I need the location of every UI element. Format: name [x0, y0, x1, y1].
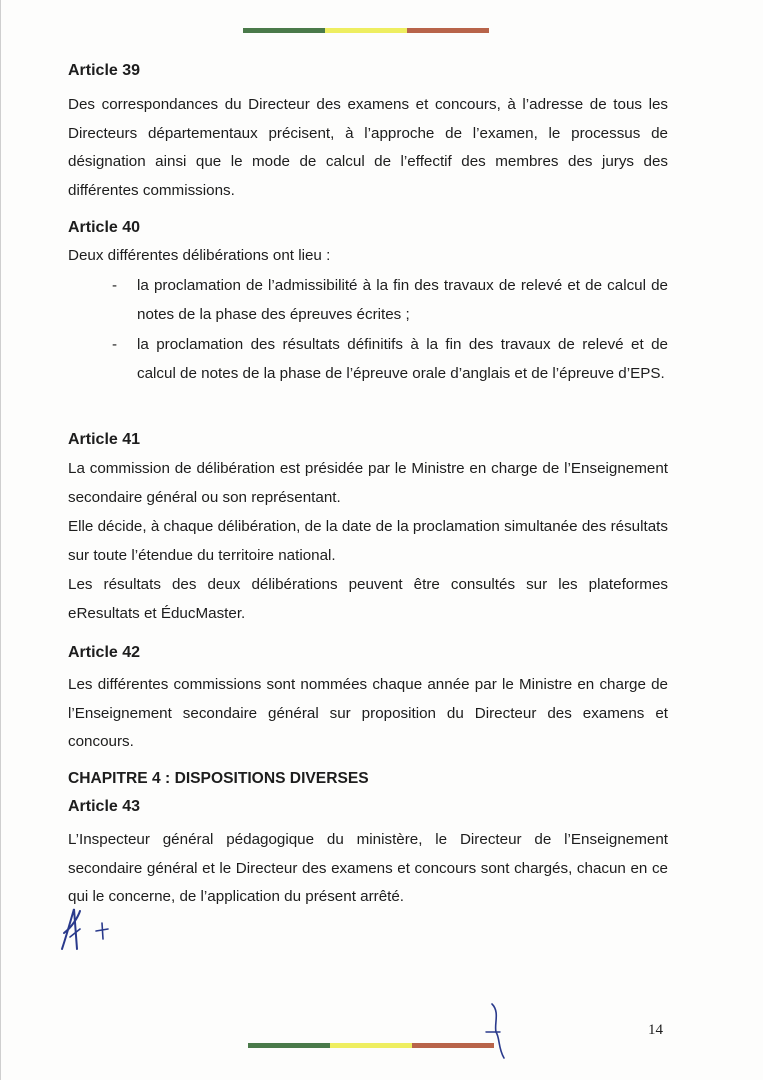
article-43-paragraph: L’Inspecteur général pédagogique du ministère, le Directeur de l’Enseignement secondaire général et le Directeur des examens et concours sont chargés, chacun en ce qui le concerne, de l’application du présent arrêté.	[68, 831, 668, 905]
article-43-title: Article 43	[68, 798, 141, 815]
flag-yellow	[330, 1043, 412, 1048]
article-40-bullet-2: la proclamation des résultats définitifs à la fin des travaux de relevé et de calcul de notes de la phase de l’épreuve orale d’anglais et de l’épreuve d’EPS.	[137, 336, 668, 382]
article-39-paragraph: Des correspondances du Directeur des examens et concours, à l’adresse de tous les Directeurs départementaux précisent, à l’approche de l’examen, le processus de désignation ainsi que le mode de calcul de l’effectif des membres des jurys des différentes commissions.	[68, 96, 668, 199]
article-41-paragraph-3: Les résultats des deux délibérations peuvent être consultés sur les plateformes eResultats et ÉducMaster.	[68, 576, 668, 622]
article-40-intro: Deux différentes délibérations ont lieu :	[68, 247, 331, 264]
article-39-title: Article 39	[68, 62, 141, 79]
article-41-paragraph-2: Elle décide, à chaque délibération, de la date de la proclamation simultanée des résultats sur toute l’étendue du territoire national.	[68, 518, 668, 564]
chapter-4-heading: CHAPITRE 4 : DISPOSITIONS DIVERSES	[68, 770, 369, 787]
flag-green	[243, 28, 325, 33]
article-40-title: Article 40	[68, 219, 141, 236]
article-42-title: Article 42	[68, 644, 141, 661]
flag-green	[248, 1043, 330, 1048]
handwritten-initials	[58, 903, 118, 955]
flag-red	[407, 28, 489, 33]
page-left-edge	[0, 0, 1, 1080]
article-40-bullet-1: la proclamation de l’admissibilité à la fin des travaux de relevé et de calcul de notes de la phase des épreuves écrites ;	[137, 277, 668, 323]
page-number: 14	[648, 1022, 663, 1038]
article-41-title: Article 41	[68, 431, 141, 448]
pen-stroke-mark	[478, 1002, 518, 1062]
flag-red	[412, 1043, 494, 1048]
bullet-marker: -	[112, 336, 118, 353]
footer-flag-stripe	[248, 1043, 494, 1048]
bullet-marker: -	[112, 277, 118, 294]
article-42-paragraph: Les différentes commissions sont nommées chaque année par le Ministre en charge de l’Enseignement secondaire général sur proposition du Directeur des examens et concours.	[68, 676, 668, 750]
header-flag-stripe	[243, 28, 489, 33]
flag-yellow	[325, 28, 407, 33]
article-41-paragraph-1: La commission de délibération est présidée par le Ministre en charge de l’Enseignement secondaire général ou son représentant.	[68, 460, 668, 506]
